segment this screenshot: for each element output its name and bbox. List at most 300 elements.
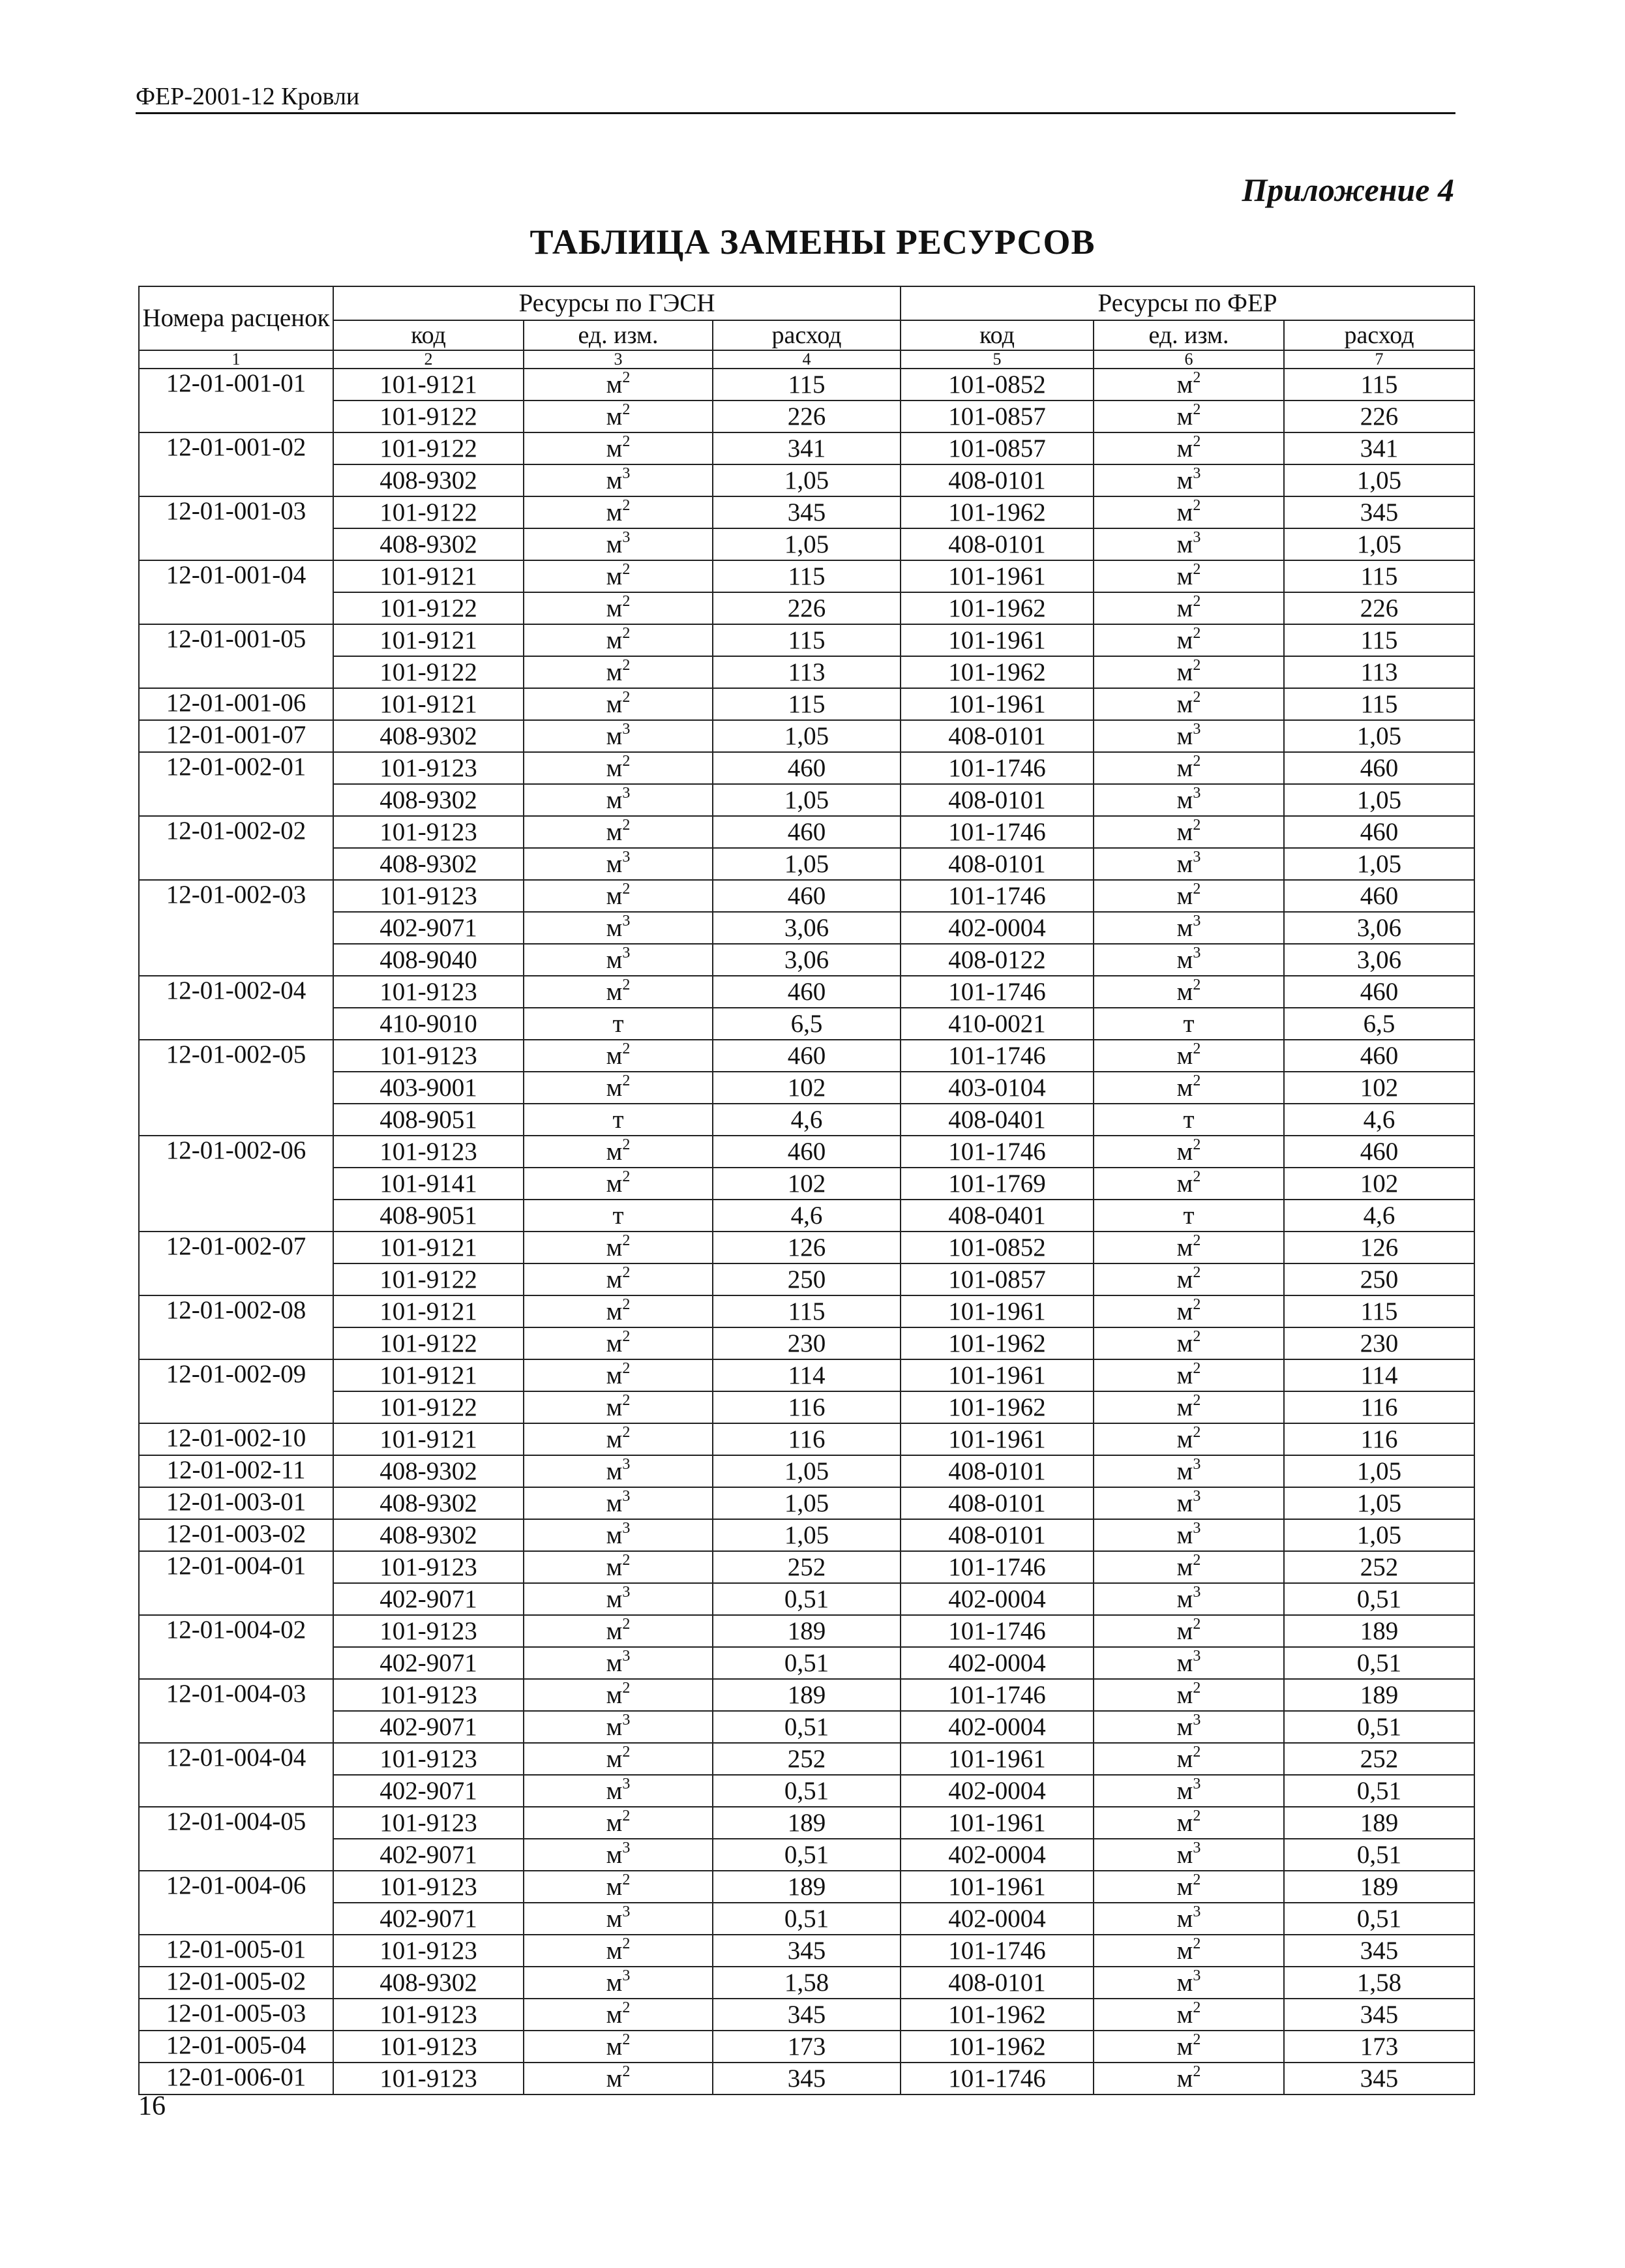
unit-symbol: т	[1183, 1009, 1195, 1038]
gesn-unit	[524, 944, 713, 976]
fer-unit	[1094, 401, 1284, 432]
fer-qty: 173	[1284, 2031, 1474, 2063]
rate-number: 12-01-005-03	[139, 1999, 333, 2031]
table-row	[139, 2063, 1474, 2094]
fer-code: 408-0101	[901, 1487, 1094, 1519]
fer-qty: 189	[1284, 1615, 1474, 1647]
gesn-code: 402-9071	[333, 1839, 524, 1871]
unit-symbol: м	[1176, 945, 1193, 974]
unit-power: 2	[1193, 2031, 1201, 2048]
table-row	[139, 624, 1474, 656]
gesn-unit	[524, 1967, 713, 1999]
header-gesn-unit: ед. изм.	[524, 320, 713, 350]
gesn-code: 408-9302	[333, 1487, 524, 1519]
unit-power: 3	[622, 1583, 631, 1601]
gesn-qty: 0,51	[713, 1839, 901, 1871]
unit-power: 3	[1193, 1487, 1201, 1505]
header-rates: Номера расценок	[139, 286, 333, 350]
unit-symbol: м	[606, 881, 623, 910]
unit-power: 2	[622, 432, 631, 450]
fer-code: 408-0101	[901, 784, 1094, 816]
gesn-qty: 226	[713, 401, 901, 432]
fer-unit	[1094, 1136, 1284, 1168]
unit-power: 2	[1193, 624, 1201, 642]
unit-power: 2	[1193, 1072, 1201, 1089]
rate-number: 12-01-004-01	[139, 1551, 333, 1615]
gesn-code: 101-9121	[333, 1359, 524, 1391]
unit-symbol: м	[606, 402, 623, 431]
fer-unit	[1094, 816, 1284, 848]
table-row	[139, 688, 1474, 720]
table-body	[139, 369, 1474, 2094]
gesn-code: 101-9123	[333, 2063, 524, 2094]
gesn-code: 101-9122	[333, 1391, 524, 1423]
gesn-qty: 345	[713, 496, 901, 528]
unit-power: 2	[622, 1295, 631, 1313]
unit-power: 3	[622, 848, 631, 866]
unit-power: 2	[1193, 2063, 1201, 2080]
rate-number: 12-01-002-06	[139, 1136, 333, 1232]
gesn-code: 101-9122	[333, 1327, 524, 1359]
fer-qty: 0,51	[1284, 1583, 1474, 1615]
unit-symbol: м	[1176, 530, 1193, 558]
unit-power: 2	[1193, 1295, 1201, 1313]
unit-power: 2	[1193, 1423, 1201, 1441]
table-row	[139, 1807, 1474, 1839]
fer-qty: 114	[1284, 1359, 1474, 1391]
rate-number: 12-01-004-03	[139, 1679, 333, 1743]
unit-symbol: м	[606, 1329, 623, 1357]
unit-power: 2	[622, 624, 631, 642]
fer-code: 101-1962	[901, 496, 1094, 528]
unit-symbol: м	[1176, 689, 1193, 718]
gesn-unit	[524, 1487, 713, 1519]
fer-code: 410-0021	[901, 1008, 1094, 1040]
fer-unit	[1094, 1711, 1284, 1743]
unit-power: 2	[622, 656, 631, 674]
gesn-unit	[524, 2063, 713, 2094]
unit-power: 2	[1193, 880, 1201, 898]
unit-symbol: м	[1176, 1712, 1193, 1741]
table-row	[139, 1583, 1474, 1615]
unit-power: 3	[622, 944, 631, 961]
unit-symbol: м	[1176, 1265, 1193, 1293]
fer-qty: 116	[1284, 1391, 1474, 1423]
unit-power: 3	[1193, 1839, 1201, 1856]
unit-symbol: м	[606, 689, 623, 718]
fer-unit	[1094, 1615, 1284, 1647]
fer-qty: 1,05	[1284, 528, 1474, 560]
column-number: 6	[1094, 350, 1284, 369]
gesn-qty: 114	[713, 1359, 901, 1391]
gesn-unit	[524, 1136, 713, 1168]
unit-symbol: м	[606, 1457, 623, 1485]
unit-power: 2	[1193, 1263, 1201, 1281]
unit-power: 2	[1193, 1871, 1201, 1888]
column-number: 1	[139, 350, 333, 369]
unit-power: 2	[622, 1679, 631, 1697]
unit-symbol: м	[1176, 1137, 1193, 1166]
unit-power: 3	[622, 784, 631, 802]
appendix-label: Приложение 4	[1242, 172, 1454, 208]
rate-number: 12-01-006-01	[139, 2063, 333, 2094]
gesn-unit	[524, 1104, 713, 1136]
fer-unit	[1094, 2063, 1284, 2094]
table-row	[139, 1104, 1474, 1136]
fer-qty: 230	[1284, 1327, 1474, 1359]
unit-power: 2	[622, 592, 631, 610]
header-fer-unit: ед. изм.	[1094, 320, 1284, 350]
unit-symbol: м	[606, 945, 623, 974]
table-row	[139, 1295, 1474, 1327]
fer-code: 101-1746	[901, 1040, 1094, 1072]
gesn-qty: 345	[713, 1935, 901, 1967]
fer-qty: 102	[1284, 1168, 1474, 1200]
fer-qty: 252	[1284, 1551, 1474, 1583]
gesn-qty: 4,6	[713, 1200, 901, 1232]
gesn-code: 408-9040	[333, 944, 524, 976]
unit-symbol: м	[1176, 1457, 1193, 1485]
fer-qty: 1,05	[1284, 720, 1474, 752]
table-row	[139, 1999, 1474, 2031]
gesn-code: 101-9121	[333, 624, 524, 656]
unit-power: 2	[1193, 1935, 1201, 1952]
fer-qty: 0,51	[1284, 1775, 1474, 1807]
table-row	[139, 848, 1474, 880]
rate-number: 12-01-002-11	[139, 1455, 333, 1487]
gesn-unit	[524, 1551, 713, 1583]
unit-power: 2	[622, 1743, 631, 1761]
unit-power: 3	[1193, 1967, 1201, 1984]
table-row	[139, 1743, 1474, 1775]
unit-symbol: м	[606, 466, 623, 494]
unit-symbol: м	[1176, 1776, 1193, 1805]
unit-symbol: м	[606, 1584, 623, 1613]
unit-power: 2	[622, 1615, 631, 1633]
gesn-qty: 345	[713, 1999, 901, 2031]
unit-power: 2	[622, 560, 631, 578]
unit-symbol: м	[1176, 1393, 1193, 1421]
unit-power: 3	[622, 1647, 631, 1665]
unit-symbol: м	[1176, 466, 1193, 494]
fer-qty: 113	[1284, 656, 1474, 688]
gesn-unit	[524, 1008, 713, 1040]
unit-power: 3	[1193, 528, 1201, 546]
unit-power: 3	[1193, 1775, 1201, 1792]
unit-symbol: м	[606, 913, 623, 942]
gesn-qty: 460	[713, 816, 901, 848]
fer-unit	[1094, 1487, 1284, 1519]
gesn-unit	[524, 1583, 713, 1615]
table-row	[139, 1967, 1474, 1999]
unit-power: 2	[1193, 688, 1201, 706]
table-row	[139, 401, 1474, 432]
unit-power: 2	[622, 1263, 631, 1281]
gesn-unit	[524, 848, 713, 880]
unit-power: 2	[622, 1935, 631, 1952]
table-row	[139, 1519, 1474, 1551]
fer-unit	[1094, 1072, 1284, 1104]
unit-symbol: м	[606, 849, 623, 878]
gesn-unit	[524, 1423, 713, 1455]
gesn-unit	[524, 656, 713, 688]
fer-unit	[1094, 1168, 1284, 1200]
gesn-unit	[524, 1200, 713, 1232]
unit-symbol: м	[606, 753, 623, 782]
unit-symbol: м	[1176, 2032, 1193, 2061]
fer-code: 402-0004	[901, 1775, 1094, 1807]
table-row	[139, 1327, 1474, 1359]
gesn-qty: 252	[713, 1551, 901, 1583]
fer-qty: 460	[1284, 976, 1474, 1008]
rate-number: 12-01-003-02	[139, 1519, 333, 1551]
gesn-code: 403-9001	[333, 1072, 524, 1104]
fer-qty: 1,05	[1284, 1519, 1474, 1551]
fer-code: 402-0004	[901, 1903, 1094, 1935]
unit-symbol: м	[1176, 1489, 1193, 1517]
gesn-qty: 189	[713, 1871, 901, 1903]
unit-power: 2	[1193, 560, 1201, 578]
unit-symbol: м	[606, 1968, 623, 1997]
fer-code: 408-0101	[901, 720, 1094, 752]
unit-symbol: м	[1176, 849, 1193, 878]
gesn-code: 408-9302	[333, 1455, 524, 1487]
gesn-qty: 250	[713, 1263, 901, 1295]
fer-unit	[1094, 688, 1284, 720]
column-number: 4	[713, 350, 901, 369]
gesn-unit	[524, 1391, 713, 1423]
table-row	[139, 784, 1474, 816]
unit-symbol: м	[606, 562, 623, 590]
unit-symbol: м	[1176, 1297, 1193, 1325]
fer-unit	[1094, 1391, 1284, 1423]
unit-power: 3	[622, 1839, 631, 1856]
table-row	[139, 496, 1474, 528]
fer-unit	[1094, 560, 1284, 592]
unit-power: 2	[622, 1040, 631, 1057]
gesn-code: 101-9123	[333, 2031, 524, 2063]
fer-qty: 252	[1284, 1743, 1474, 1775]
gesn-code: 408-9302	[333, 848, 524, 880]
unit-symbol: м	[1176, 1520, 1193, 1549]
fer-code: 101-1961	[901, 1807, 1094, 1839]
unit-symbol: м	[606, 1904, 623, 1933]
gesn-unit	[524, 880, 713, 912]
header-gesn-code: код	[333, 320, 524, 350]
gesn-code: 101-9121	[333, 688, 524, 720]
fer-unit	[1094, 1359, 1284, 1391]
fer-unit	[1094, 1583, 1284, 1615]
unit-symbol: т	[1183, 1201, 1195, 1230]
table-row	[139, 560, 1474, 592]
unit-symbol: м	[1176, 1329, 1193, 1357]
unit-symbol: м	[1176, 1073, 1193, 1102]
unit-symbol: м	[606, 530, 623, 558]
fer-code: 408-0122	[901, 944, 1094, 976]
gesn-qty: 1,05	[713, 784, 901, 816]
gesn-qty: 115	[713, 369, 901, 401]
fer-unit	[1094, 1807, 1284, 1839]
unit-symbol: м	[606, 1137, 623, 1166]
gesn-qty: 173	[713, 2031, 901, 2063]
rate-number: 12-01-003-01	[139, 1487, 333, 1519]
unit-symbol: м	[606, 1808, 623, 1837]
gesn-qty: 115	[713, 1295, 901, 1327]
table-row	[139, 369, 1474, 401]
header-gesn-resources: Ресурсы по ГЭСН	[333, 286, 901, 320]
unit-symbol: м	[606, 1648, 623, 1677]
gesn-code: 402-9071	[333, 1711, 524, 1743]
unit-symbol: м	[606, 1776, 623, 1805]
gesn-unit	[524, 976, 713, 1008]
gesn-qty: 460	[713, 976, 901, 1008]
unit-power: 3	[622, 1487, 631, 1505]
gesn-code: 101-9123	[333, 1040, 524, 1072]
fer-unit	[1094, 2031, 1284, 2063]
unit-power: 2	[622, 2063, 631, 2080]
unit-symbol: м	[606, 626, 623, 654]
gesn-code: 101-9122	[333, 656, 524, 688]
unit-symbol: м	[1176, 1169, 1193, 1198]
fer-qty: 115	[1284, 560, 1474, 592]
unit-symbol: м	[606, 434, 623, 462]
gesn-qty: 4,6	[713, 1104, 901, 1136]
rate-number: 12-01-001-07	[139, 720, 333, 752]
unit-power: 2	[1193, 432, 1201, 450]
gesn-code: 101-9123	[333, 1999, 524, 2031]
gesn-qty: 460	[713, 1040, 901, 1072]
table-row	[139, 1136, 1474, 1168]
fer-code: 101-1746	[901, 816, 1094, 848]
fer-code: 101-1746	[901, 2063, 1094, 2094]
fer-unit	[1094, 1040, 1284, 1072]
gesn-qty: 0,51	[713, 1583, 901, 1615]
gesn-unit	[524, 1168, 713, 1200]
rate-number: 12-01-001-04	[139, 560, 333, 624]
table-row	[139, 1391, 1474, 1423]
table-row	[139, 1359, 1474, 1391]
gesn-code: 101-9123	[333, 1615, 524, 1647]
unit-power: 2	[622, 1136, 631, 1153]
unit-symbol: м	[1176, 881, 1193, 910]
gesn-qty: 226	[713, 592, 901, 624]
fer-code: 101-1746	[901, 752, 1094, 784]
table-row	[139, 1200, 1474, 1232]
gesn-unit	[524, 1615, 713, 1647]
unit-symbol: т	[612, 1201, 624, 1230]
fer-unit	[1094, 1232, 1284, 1263]
unit-power: 2	[622, 1359, 631, 1377]
gesn-qty: 1,05	[713, 848, 901, 880]
fer-qty: 4,6	[1284, 1104, 1474, 1136]
unit-power: 2	[622, 496, 631, 514]
unit-symbol: м	[1176, 785, 1193, 814]
rate-number: 12-01-001-06	[139, 688, 333, 720]
gesn-unit	[524, 1455, 713, 1487]
fer-unit	[1094, 944, 1284, 976]
gesn-unit	[524, 1040, 713, 1072]
unit-power: 2	[622, 1232, 631, 1249]
fer-unit	[1094, 1263, 1284, 1295]
unit-symbol: м	[1176, 562, 1193, 590]
fer-code: 101-1746	[901, 1679, 1094, 1711]
fer-unit	[1094, 1519, 1284, 1551]
fer-code: 101-1961	[901, 688, 1094, 720]
rate-number: 12-01-004-02	[139, 1615, 333, 1679]
unit-power: 2	[1193, 1040, 1201, 1057]
table-row	[139, 464, 1474, 496]
gesn-qty: 1,05	[713, 528, 901, 560]
unit-power: 2	[622, 1871, 631, 1888]
unit-symbol: м	[1176, 1840, 1193, 1869]
gesn-code: 101-9122	[333, 1263, 524, 1295]
gesn-code: 101-9123	[333, 1551, 524, 1583]
fer-qty: 1,05	[1284, 1455, 1474, 1487]
fer-code: 101-0852	[901, 369, 1094, 401]
unit-symbol: м	[1176, 1616, 1193, 1645]
gesn-code: 408-9302	[333, 1519, 524, 1551]
unit-power: 2	[1193, 816, 1201, 834]
fer-unit	[1094, 1871, 1284, 1903]
gesn-code: 402-9071	[333, 1647, 524, 1679]
fer-qty: 115	[1284, 624, 1474, 656]
gesn-qty: 460	[713, 752, 901, 784]
fer-qty: 345	[1284, 1999, 1474, 2031]
gesn-unit	[524, 1775, 713, 1807]
gesn-qty: 126	[713, 1232, 901, 1263]
table-row	[139, 1903, 1474, 1935]
gesn-qty: 1,05	[713, 720, 901, 752]
rate-number: 12-01-002-03	[139, 880, 333, 976]
unit-symbol: м	[1176, 1904, 1193, 1933]
fer-qty: 0,51	[1284, 1839, 1474, 1871]
fer-code: 101-1961	[901, 1871, 1094, 1903]
gesn-unit	[524, 1839, 713, 1871]
gesn-code: 408-9302	[333, 464, 524, 496]
unit-symbol: м	[1176, 1872, 1193, 1901]
unit-symbol: т	[612, 1009, 624, 1038]
unit-power: 2	[622, 1391, 631, 1409]
fer-qty: 460	[1284, 1136, 1474, 1168]
gesn-code: 408-9302	[333, 720, 524, 752]
fer-unit	[1094, 432, 1284, 464]
gesn-unit	[524, 1647, 713, 1679]
fer-code: 101-1962	[901, 1391, 1094, 1423]
fer-unit	[1094, 976, 1284, 1008]
rate-number: 12-01-001-01	[139, 369, 333, 432]
fer-qty: 3,06	[1284, 912, 1474, 944]
fer-code: 101-1962	[901, 1327, 1094, 1359]
fer-code: 101-0852	[901, 1232, 1094, 1263]
gesn-code: 402-9071	[333, 1583, 524, 1615]
fer-code: 101-1961	[901, 624, 1094, 656]
unit-power: 2	[1193, 496, 1201, 514]
rate-number: 12-01-002-07	[139, 1232, 333, 1295]
table-row	[139, 1232, 1474, 1263]
unit-power: 3	[1193, 1583, 1201, 1601]
fer-unit	[1094, 720, 1284, 752]
unit-power: 2	[622, 1168, 631, 1185]
header-fer-qty: расход	[1284, 320, 1474, 350]
table-row	[139, 1423, 1474, 1455]
rate-number: 12-01-001-02	[139, 432, 333, 496]
fer-unit	[1094, 848, 1284, 880]
unit-power: 2	[1193, 1168, 1201, 1185]
unit-power: 2	[1193, 1999, 1201, 2016]
table-row	[139, 1679, 1474, 1711]
unit-power: 3	[622, 1903, 631, 1920]
fer-qty: 1,58	[1284, 1967, 1474, 1999]
